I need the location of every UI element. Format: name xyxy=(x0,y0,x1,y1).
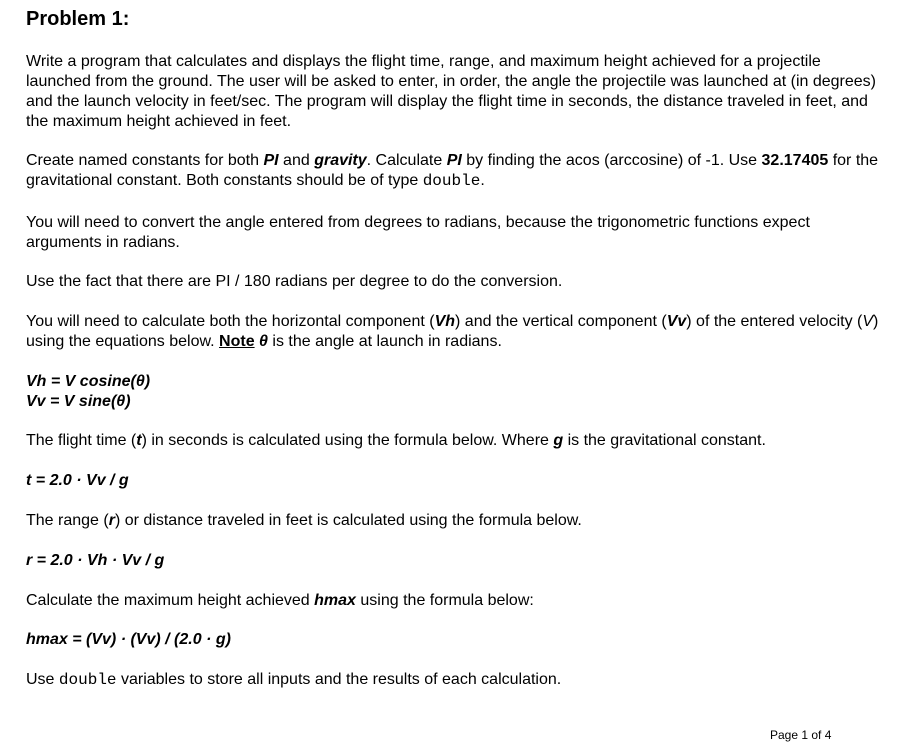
equation-vh: Vh = V cosine(θ) xyxy=(26,373,151,390)
constants-paragraph: Create named constants for both PI and gravity. Calculate PI by finding the acos (arccosine) of -1. Use 32.17405 for the gravitational constant. Both constants should be of type double. xyxy=(26,152,879,190)
r-term: r xyxy=(108,512,115,529)
equation-max-height: hmax = (Vv) · (Vv) / (2.0 · g) xyxy=(26,631,231,648)
equation-range: r = 2.0 · Vh · Vv / g xyxy=(26,552,165,569)
note-label: Note xyxy=(219,333,255,350)
t-term: t xyxy=(136,432,142,449)
problem-title: Problem 1: xyxy=(26,8,130,30)
theta-symbol: θ xyxy=(259,333,268,350)
gravity-term: gravity xyxy=(314,152,367,169)
gravity-value: 32.17405 xyxy=(761,152,829,169)
type-keyword: double xyxy=(422,172,481,190)
g-term: g xyxy=(553,432,564,449)
type-keyword: double xyxy=(58,671,117,689)
radians-paragraph: You will need to convert the angle entered from degrees to radians, because the trigonometric functions expect arguments in radians. xyxy=(26,214,810,251)
conversion-paragraph: Use the fact that there are PI / 180 radians per degree to do the conversion. xyxy=(26,273,563,290)
vh-term: Vh xyxy=(434,313,456,330)
equation-vv: Vv = V sine(θ) xyxy=(26,393,131,410)
page-number: Page 1 of 4 xyxy=(770,728,832,742)
pi-term: PI xyxy=(446,152,462,169)
vv-term: Vv xyxy=(666,313,687,330)
intro-paragraph: Write a program that calculates and displays the flight time, range, and maximum height achieved for a projectile launched from the ground. The user will be asked to enter, in order, the angle the projectile was launched at (in degrees) and the launch velocity in feet/sec. The program will display the flight time in seconds, the distance traveled in feet, and the maximum height achieved in feet. xyxy=(26,53,876,130)
pi-term: PI xyxy=(263,152,279,169)
components-paragraph: You will need to calculate both the horizontal component (Vh) and the vertical component (Vv) of the entered velocity (V) using the equations below. Note θ is the angle at launch in radians. xyxy=(26,313,879,350)
equation-flight-time: t = 2.0 · Vv / g xyxy=(26,472,129,489)
range-paragraph: The range (r) or distance traveled in feet is calculated using the formula below. xyxy=(26,512,582,529)
flight-time-paragraph: The flight time (t) in seconds is calculated using the formula below. Where g is the gravitational constant. xyxy=(26,432,766,449)
max-height-paragraph: Calculate the maximum height achieved hmax using the formula below: xyxy=(26,592,534,609)
v-term: V xyxy=(862,313,874,330)
variables-paragraph: Use double variables to store all inputs and the results of each calculation. xyxy=(26,671,562,689)
hmax-term: hmax xyxy=(314,592,356,609)
